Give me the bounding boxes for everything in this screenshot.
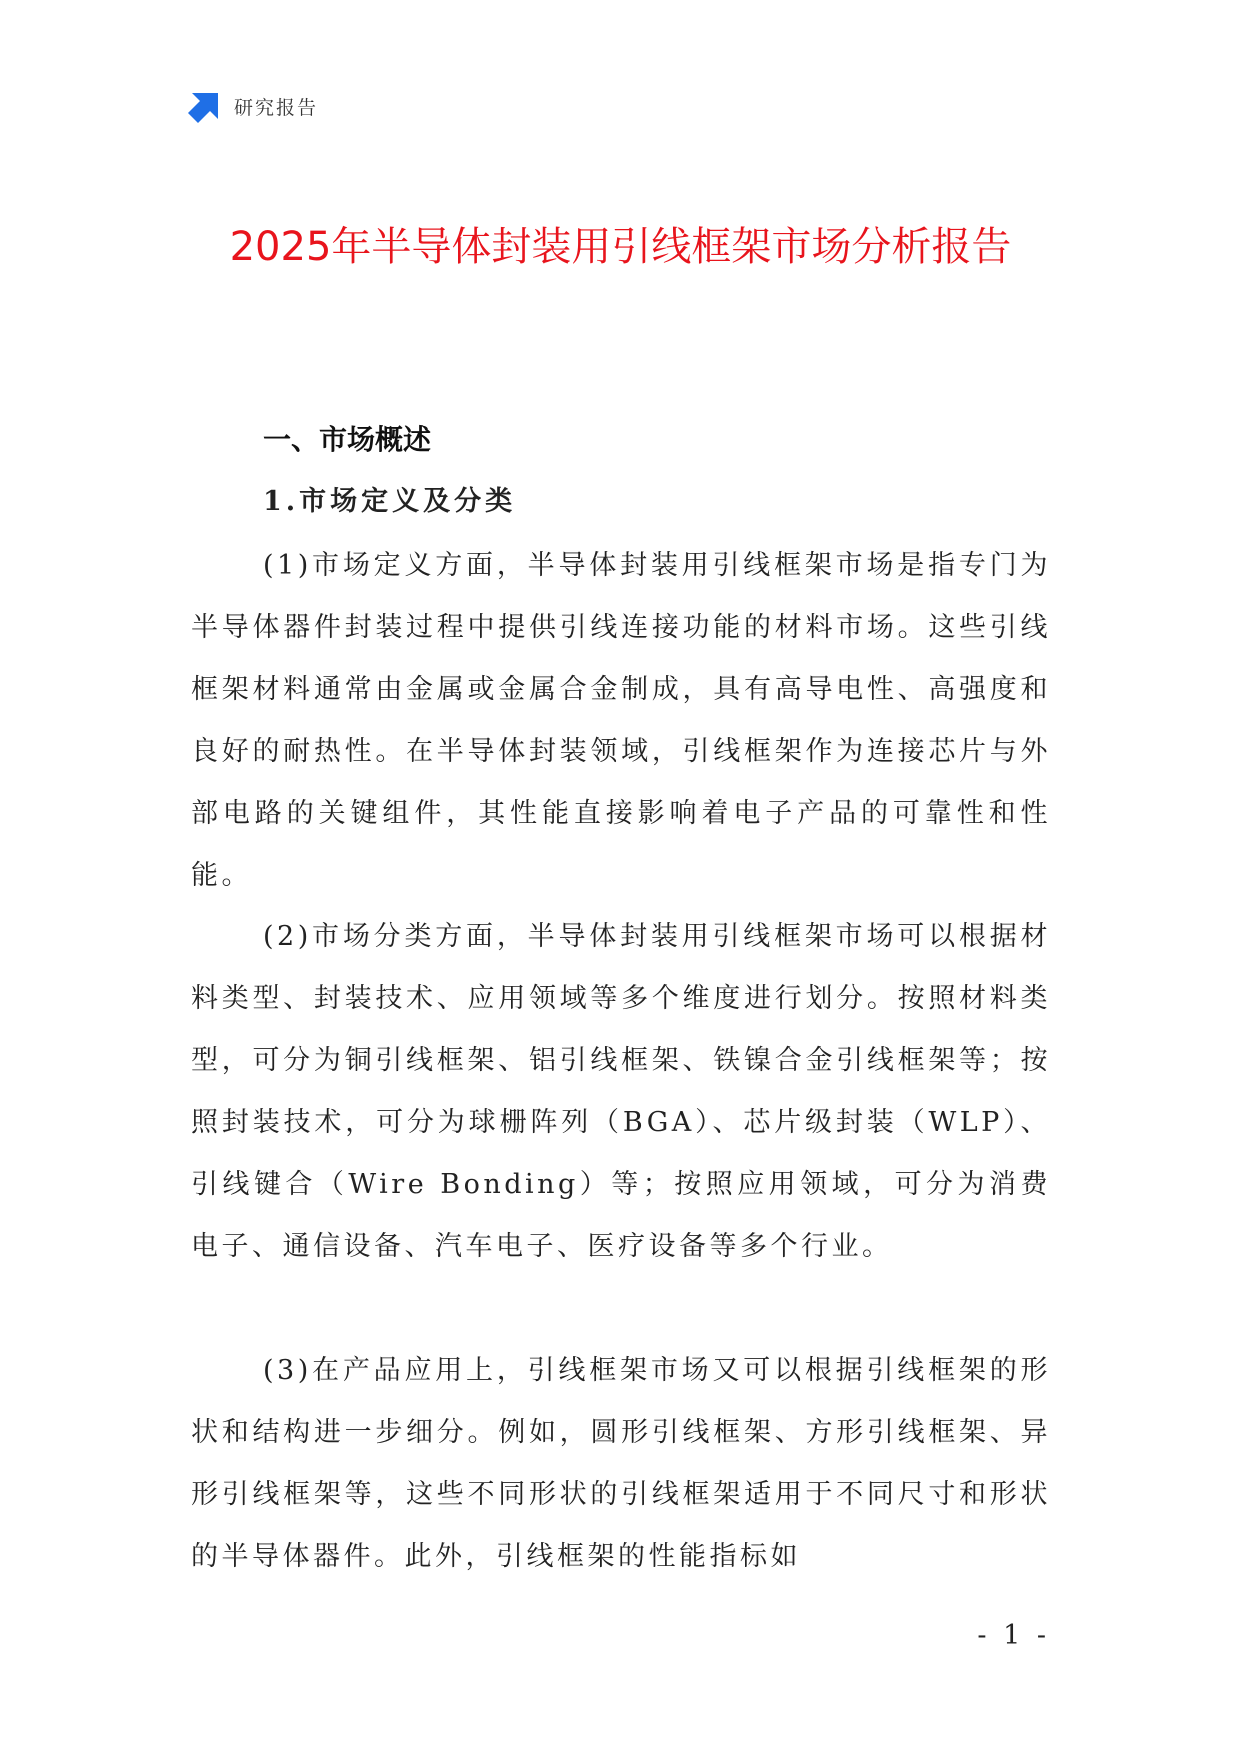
paragraph-2: (2)市场分类方面，半导体封装用引线框架市场可以根据材料类型、封装技术、应用领域等多个维度进行划分。按照材料类型，可分为铜引线框架、铝引线框架、铁镍合金引线框架等；按照封装技术，可分为球栅阵列（BGA）、芯片级封装（WLP）、引线键合（Wire Bonding）等；按照应用领域，可分为消费电子、通信设备、汽车电子、医疗设备等多个行业。 [191,921,1051,1262]
subsection-heading: 1.市场定义及分类 [263,486,517,517]
paragraph-2-block [191,906,1051,1278]
paragraph-3: (3)在产品应用上，引线框架市场又可以根据引线框架的形状和结构进一步细分。例如，圆形引线框架、方形引线框架、异形引线框架等，这些不同形状的引线框架适用于不同尺寸和形状的半导体器件。此外，引线框架的性能指标如 [191,1355,1051,1572]
arrow-up-right-icon [188,89,222,123]
document-title: 2025年半导体封装用引线框架市场分析报告 [229,224,1012,270]
page-number: - 1 - [977,1620,1050,1651]
page-header [188,88,318,124]
paragraph-1: (1)市场定义方面，半导体封装用引线框架市场是指专门为半导体器件封装过程中提供引线连接功能的材料市场。这些引线框架材料通常由金属或金属合金制成，具有高导电性、高强度和良好的耐热性。在半导体封装领域，引线框架作为连接芯片与外部电路的关键组件，其性能直接影响着电子产品的可靠性和性能。 [191,550,1051,891]
paragraph-3-block [191,1340,1051,1588]
section-heading: 一、市场概述 [263,423,432,456]
paragraph-1-block [191,535,1051,907]
header-label: 研究报告 [234,96,319,119]
